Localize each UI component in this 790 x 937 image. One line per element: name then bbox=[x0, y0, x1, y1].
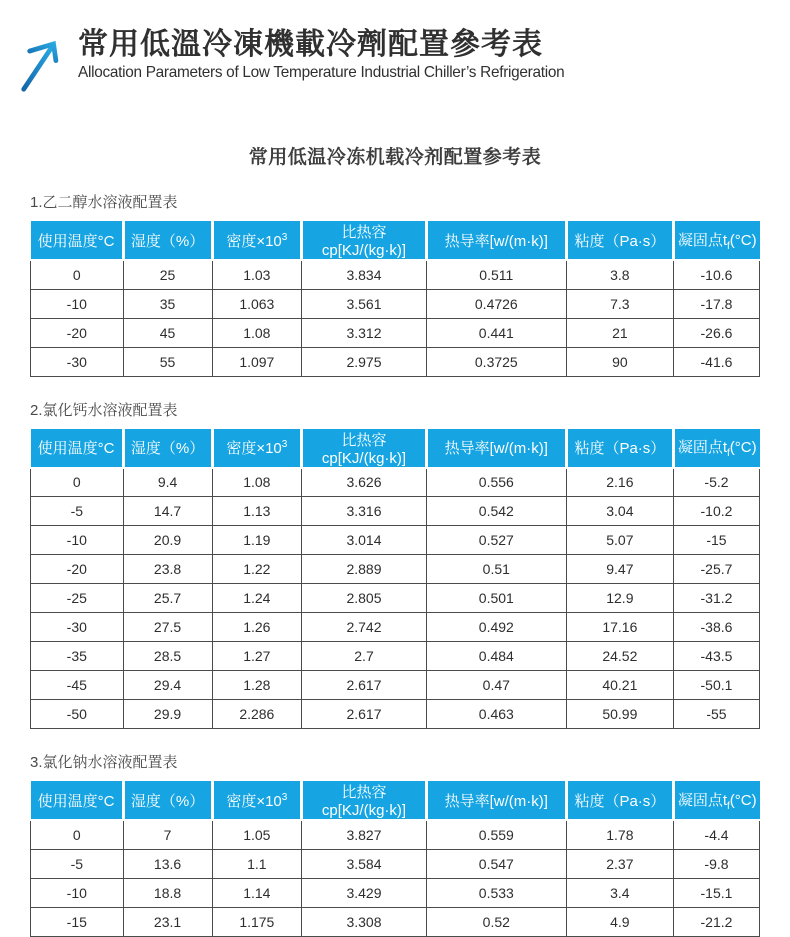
table-cell: 13.6 bbox=[123, 849, 212, 878]
table-body bbox=[31, 468, 760, 729]
table-body bbox=[31, 260, 760, 376]
table-header bbox=[31, 781, 760, 820]
table-cell: 9.4 bbox=[123, 468, 212, 497]
table-cell: 0 bbox=[31, 260, 124, 289]
column-header: 粘度（Pa·s） bbox=[566, 221, 673, 260]
table-cell: -20 bbox=[31, 318, 124, 347]
table-cell: -17.8 bbox=[673, 289, 759, 318]
table-cell: 5.07 bbox=[566, 526, 673, 555]
table-cell: -15.1 bbox=[673, 878, 759, 907]
table-cell: -30 bbox=[31, 347, 124, 376]
column-header: 凝固点$t_f(^\circ C)$ bbox=[673, 781, 759, 820]
table-cell: 3.308 bbox=[302, 907, 427, 936]
table-cell: -38.6 bbox=[673, 613, 759, 642]
column-header: 湿度（%） bbox=[123, 429, 212, 468]
table-row bbox=[31, 497, 760, 526]
table-cell: 1.175 bbox=[212, 907, 302, 936]
page-title: 常用低温冷冻机载冷剂配置参考表 bbox=[248, 147, 542, 168]
table-cell: 0.4726 bbox=[426, 289, 566, 318]
table-cell: 0.559 bbox=[426, 820, 566, 849]
table-cell: 2.889 bbox=[302, 555, 427, 584]
header-text bbox=[78, 28, 585, 82]
table-cell: 2.37 bbox=[566, 849, 673, 878]
table-cell: -25 bbox=[31, 584, 124, 613]
doc-subtitle: Allocation Parameters of Low Temperature Industrial Chiller’s Refrigeration bbox=[78, 64, 565, 81]
table-row bbox=[31, 318, 760, 347]
table-cell: 40.21 bbox=[566, 671, 673, 700]
table-cell: -5 bbox=[31, 849, 124, 878]
table-row bbox=[31, 468, 760, 497]
doc-title: 常用低溫冷凍機載冷劑配置參考表 bbox=[78, 28, 543, 61]
table-cell: -50 bbox=[31, 700, 124, 729]
table-cell: 21 bbox=[566, 318, 673, 347]
table-cell: -31.2 bbox=[673, 584, 759, 613]
table-row bbox=[31, 642, 760, 671]
table-cell: -20 bbox=[31, 555, 124, 584]
table-row bbox=[31, 613, 760, 642]
table-cell: 3.4 bbox=[566, 878, 673, 907]
table-cell: 3.834 bbox=[302, 260, 427, 289]
table-row bbox=[31, 849, 760, 878]
table-cell: -5.2 bbox=[673, 468, 759, 497]
header-row bbox=[31, 221, 760, 260]
table-cell: 24.52 bbox=[566, 642, 673, 671]
column-header: 热导率[w/(m·k)] bbox=[426, 429, 566, 468]
table-cell: 50.99 bbox=[566, 700, 673, 729]
column-header: 使用温度°C bbox=[31, 781, 124, 820]
table-section-ethylene-glycol bbox=[30, 191, 760, 377]
table-cell: -35 bbox=[31, 642, 124, 671]
table-row bbox=[31, 584, 760, 613]
table-cell: 1.08 bbox=[212, 318, 302, 347]
table-cell: -15 bbox=[31, 907, 124, 936]
table-cell: 1.28 bbox=[212, 671, 302, 700]
column-header: 密度$\times 10^3$ bbox=[212, 781, 302, 820]
column-header: 凝固点$t_f(^\circ C)$ bbox=[673, 429, 759, 468]
table-cell: -9.8 bbox=[673, 849, 759, 878]
column-header: 热导率[w/(m·k)] bbox=[426, 221, 566, 260]
table-cell: 3.316 bbox=[302, 497, 427, 526]
column-header: 使用温度°C bbox=[31, 221, 124, 260]
table-cell: -30 bbox=[31, 613, 124, 642]
table-cell: -55 bbox=[673, 700, 759, 729]
table-cell: 9.47 bbox=[566, 555, 673, 584]
table-cell: 0.511 bbox=[426, 260, 566, 289]
table-cell: 1.24 bbox=[212, 584, 302, 613]
table-cell: 35 bbox=[123, 289, 212, 318]
table-cell: 3.8 bbox=[566, 260, 673, 289]
table-cell: -43.5 bbox=[673, 642, 759, 671]
table-row bbox=[31, 555, 760, 584]
calcium-chloride-table bbox=[30, 429, 760, 730]
table-cell: 23.8 bbox=[123, 555, 212, 584]
table-cell: -10 bbox=[31, 878, 124, 907]
table-cell: 3.561 bbox=[302, 289, 427, 318]
table-cell: 0.533 bbox=[426, 878, 566, 907]
table-cell: 1.22 bbox=[212, 555, 302, 584]
column-header: 粘度（Pa·s） bbox=[566, 429, 673, 468]
section-label-calcium-chloride: 2.氯化钙水溶液配置表 bbox=[30, 401, 178, 419]
table-cell: 0 bbox=[31, 468, 124, 497]
table-cell: 3.626 bbox=[302, 468, 427, 497]
table-cell: -26.6 bbox=[673, 318, 759, 347]
table-cell: 0.501 bbox=[426, 584, 566, 613]
arrow-up-right-icon bbox=[18, 32, 70, 94]
table-cell: 0.52 bbox=[426, 907, 566, 936]
table-cell: 2.7 bbox=[302, 642, 427, 671]
table-cell: 0 bbox=[31, 820, 124, 849]
table-cell: 1.097 bbox=[212, 347, 302, 376]
table-cell: 1.26 bbox=[212, 613, 302, 642]
column-header: 比热容cp[KJ/(kg·k)] bbox=[302, 429, 427, 468]
table-row bbox=[31, 671, 760, 700]
table-cell: 29.9 bbox=[123, 700, 212, 729]
table-cell: 0.47 bbox=[426, 671, 566, 700]
table-cell: 0.556 bbox=[426, 468, 566, 497]
table-cell: 55 bbox=[123, 347, 212, 376]
table-cell: 3.584 bbox=[302, 849, 427, 878]
column-header: 比热容cp[KJ/(kg·k)] bbox=[302, 781, 427, 820]
table-cell: 3.429 bbox=[302, 878, 427, 907]
sodium-chloride-table bbox=[30, 781, 760, 937]
header-row bbox=[31, 429, 760, 468]
doc-header bbox=[0, 0, 790, 94]
header-row bbox=[31, 781, 760, 820]
table-row bbox=[31, 820, 760, 849]
table-cell: 4.9 bbox=[566, 907, 673, 936]
table-cell: 0.463 bbox=[426, 700, 566, 729]
table-cell: 7 bbox=[123, 820, 212, 849]
table-cell: 28.5 bbox=[123, 642, 212, 671]
column-header: 热导率[w/(m·k)] bbox=[426, 781, 566, 820]
table-section-calcium-chloride bbox=[30, 399, 760, 730]
table-cell: -5 bbox=[31, 497, 124, 526]
table-row bbox=[31, 289, 760, 318]
table-cell: 7.3 bbox=[566, 289, 673, 318]
table-cell: 2.16 bbox=[566, 468, 673, 497]
table-cell: 2.286 bbox=[212, 700, 302, 729]
table-cell: -10 bbox=[31, 289, 124, 318]
table-cell: 3.04 bbox=[566, 497, 673, 526]
section-label-ethylene-glycol: 1.乙二醇水溶液配置表 bbox=[30, 194, 178, 211]
table-cell: 1.03 bbox=[212, 260, 302, 289]
column-header: 湿度（%） bbox=[123, 781, 212, 820]
table-cell: 14.7 bbox=[123, 497, 212, 526]
table-cell: 0.51 bbox=[426, 555, 566, 584]
table-cell: 2.617 bbox=[302, 671, 427, 700]
table-header bbox=[31, 221, 760, 260]
table-cell: 1.19 bbox=[212, 526, 302, 555]
table-cell: 1.27 bbox=[212, 642, 302, 671]
column-header: 密度$\times 10^3$ bbox=[212, 429, 302, 468]
table-cell: -41.6 bbox=[673, 347, 759, 376]
table-cell: 25.7 bbox=[123, 584, 212, 613]
table-section-sodium-chloride bbox=[30, 751, 760, 937]
table-cell: 2.975 bbox=[302, 347, 427, 376]
table-cell: -4.4 bbox=[673, 820, 759, 849]
table-cell: -50.1 bbox=[673, 671, 759, 700]
table-cell: -25.7 bbox=[673, 555, 759, 584]
column-header: 粘度（Pa·s） bbox=[566, 781, 673, 820]
table-cell: 0.492 bbox=[426, 613, 566, 642]
table-cell: 18.8 bbox=[123, 878, 212, 907]
table-cell: 2.805 bbox=[302, 584, 427, 613]
column-header: 凝固点$t_f(^\circ C)$ bbox=[673, 221, 759, 260]
ethylene-glycol-table bbox=[30, 221, 760, 377]
table-row bbox=[31, 347, 760, 376]
table-cell: -45 bbox=[31, 671, 124, 700]
table-row bbox=[31, 526, 760, 555]
table-cell: -10.6 bbox=[673, 260, 759, 289]
table-cell: 0.3725 bbox=[426, 347, 566, 376]
table-cell: 12.9 bbox=[566, 584, 673, 613]
table-cell: 2.742 bbox=[302, 613, 427, 642]
table-cell: 17.16 bbox=[566, 613, 673, 642]
table-cell: 1.1 bbox=[212, 849, 302, 878]
column-header: 比热容cp[KJ/(kg·k)] bbox=[302, 221, 427, 260]
table-cell: 1.063 bbox=[212, 289, 302, 318]
table-cell: -15 bbox=[673, 526, 759, 555]
table-cell: 2.617 bbox=[302, 700, 427, 729]
table-header bbox=[31, 429, 760, 468]
column-header: 密度$\times 10^3$ bbox=[212, 221, 302, 260]
table-cell: -10.2 bbox=[673, 497, 759, 526]
table-row bbox=[31, 700, 760, 729]
table-cell: 1.05 bbox=[212, 820, 302, 849]
table-cell: 3.014 bbox=[302, 526, 427, 555]
table-cell: 23.1 bbox=[123, 907, 212, 936]
column-header: 湿度（%） bbox=[123, 221, 212, 260]
table-cell: 1.14 bbox=[212, 878, 302, 907]
table-row bbox=[31, 907, 760, 936]
table-body bbox=[31, 820, 760, 936]
table-cell: 0.542 bbox=[426, 497, 566, 526]
table-cell: -10 bbox=[31, 526, 124, 555]
table-cell: 90 bbox=[566, 347, 673, 376]
table-cell: 25 bbox=[123, 260, 212, 289]
section-label-sodium-chloride: 3.氯化钠水溶液配置表 bbox=[30, 754, 178, 771]
table-cell: 1.78 bbox=[566, 820, 673, 849]
table-row bbox=[31, 260, 760, 289]
table-cell: 1.13 bbox=[212, 497, 302, 526]
table-cell: 0.547 bbox=[426, 849, 566, 878]
table-cell: 45 bbox=[123, 318, 212, 347]
table-cell: 29.4 bbox=[123, 671, 212, 700]
table-cell: 0.527 bbox=[426, 526, 566, 555]
column-header: 使用温度°C bbox=[31, 429, 124, 468]
table-cell: -21.2 bbox=[673, 907, 759, 936]
table-cell: 1.08 bbox=[212, 468, 302, 497]
table-cell: 0.441 bbox=[426, 318, 566, 347]
table-cell: 3.827 bbox=[302, 820, 427, 849]
table-cell: 20.9 bbox=[123, 526, 212, 555]
table-cell: 3.312 bbox=[302, 318, 427, 347]
table-cell: 27.5 bbox=[123, 613, 212, 642]
table-cell: 0.484 bbox=[426, 642, 566, 671]
table-row bbox=[31, 878, 760, 907]
